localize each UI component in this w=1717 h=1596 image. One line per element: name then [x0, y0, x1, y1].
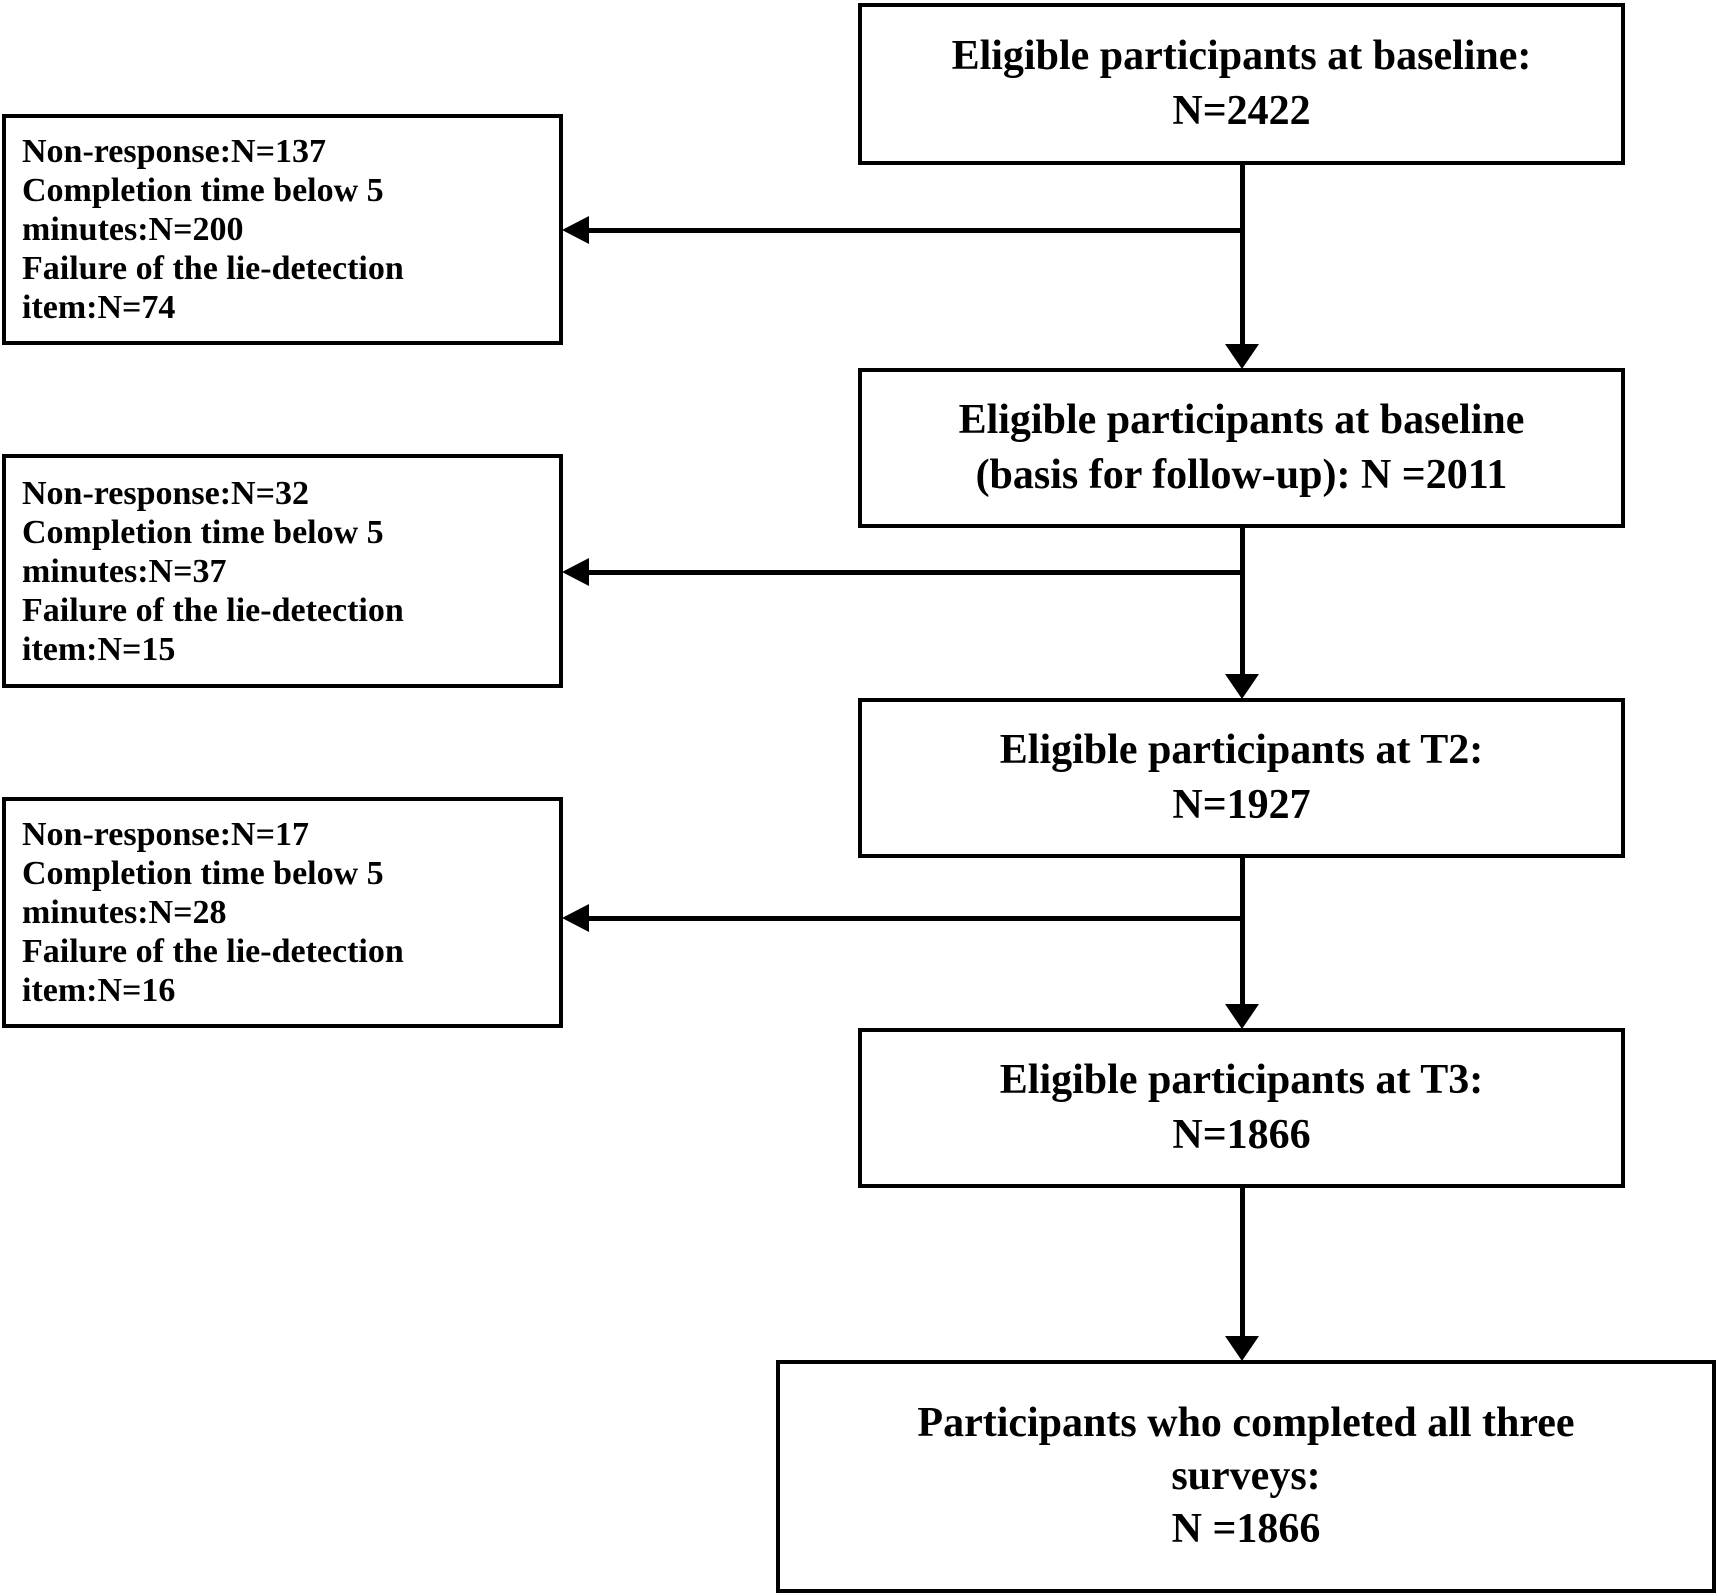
exclusion-box-2: [2, 454, 563, 688]
flow-box-t2: [858, 698, 1625, 858]
arrow-left-3-head-icon: [562, 904, 589, 932]
exclusion-box-3-line1: Non-response:N=17: [22, 816, 309, 853]
exclusion-box-2-line2: Completion time below 5: [22, 513, 384, 551]
arrow-left-2-line: [588, 570, 1244, 575]
flow-box-t3: [858, 1028, 1625, 1188]
flow-box-t2-line1: Eligible participants at T2:: [999, 727, 1484, 773]
arrow-down-4-line: [1240, 1188, 1245, 1337]
flow-box-completed: [776, 1360, 1716, 1593]
exclusion-box-2-line4: Failure of the lie-detection: [22, 591, 404, 629]
arrow-down-3-head-icon: [1225, 1004, 1259, 1029]
exclusion-box-3-line4: Failure of the lie-detection: [22, 933, 404, 970]
exclusion-box-3-line5: item:N=16: [22, 972, 176, 1009]
arrow-down-1-line: [1240, 165, 1245, 345]
exclusion-box-2-line3: minutes:N=37: [22, 552, 227, 590]
exclusion-box-2-line5: item:N=15: [22, 630, 176, 668]
arrow-down-1-head-icon: [1225, 344, 1259, 369]
exclusion-box-1-line2: Completion time below 5: [22, 172, 384, 209]
exclusion-box-3-line3: minutes:N=28: [22, 894, 227, 931]
arrow-left-1-line: [588, 228, 1244, 233]
flow-box-baseline-line2: N=2422: [1172, 88, 1311, 134]
arrow-down-3-line: [1240, 858, 1245, 1005]
exclusion-box-1-line1: Non-response:N=137: [22, 133, 326, 170]
flow-box-baseline-followup-line1: Eligible participants at baseline: [958, 397, 1525, 443]
flow-box-completed-line2: surveys:: [1171, 1453, 1321, 1499]
flow-box-t3-line1: Eligible participants at T3:: [999, 1057, 1484, 1103]
flow-box-baseline-followup: [858, 368, 1625, 528]
exclusion-box-1: [2, 114, 563, 345]
arrow-left-2-head-icon: [562, 558, 589, 586]
flow-box-t3-line2: N=1866: [1172, 1112, 1311, 1158]
flow-box-baseline-line1: Eligible participants at baseline:: [951, 33, 1532, 79]
exclusion-box-1-line4: Failure of the lie-detection: [22, 250, 404, 287]
exclusion-box-3: [2, 797, 563, 1028]
exclusion-box-1-line5: item:N=74: [22, 289, 176, 326]
flow-box-completed-line3: N =1866: [1171, 1506, 1321, 1552]
exclusion-box-3-line2: Completion time below 5: [22, 855, 384, 892]
arrow-down-2-head-icon: [1225, 674, 1259, 699]
arrow-down-4-head-icon: [1225, 1336, 1259, 1361]
arrow-down-2-line: [1240, 528, 1245, 675]
arrow-left-3-line: [588, 916, 1244, 921]
flow-box-t2-line2: N=1927: [1172, 782, 1311, 828]
flow-box-baseline-followup-line2: (basis for follow-up): N =2011: [975, 452, 1508, 498]
exclusion-box-2-line1: Non-response:N=32: [22, 474, 309, 512]
arrow-left-1-head-icon: [562, 216, 589, 244]
exclusion-box-1-line3: minutes:N=200: [22, 211, 244, 248]
flow-box-completed-line1: Participants who completed all three: [917, 1400, 1575, 1446]
flow-box-baseline: [858, 3, 1625, 165]
